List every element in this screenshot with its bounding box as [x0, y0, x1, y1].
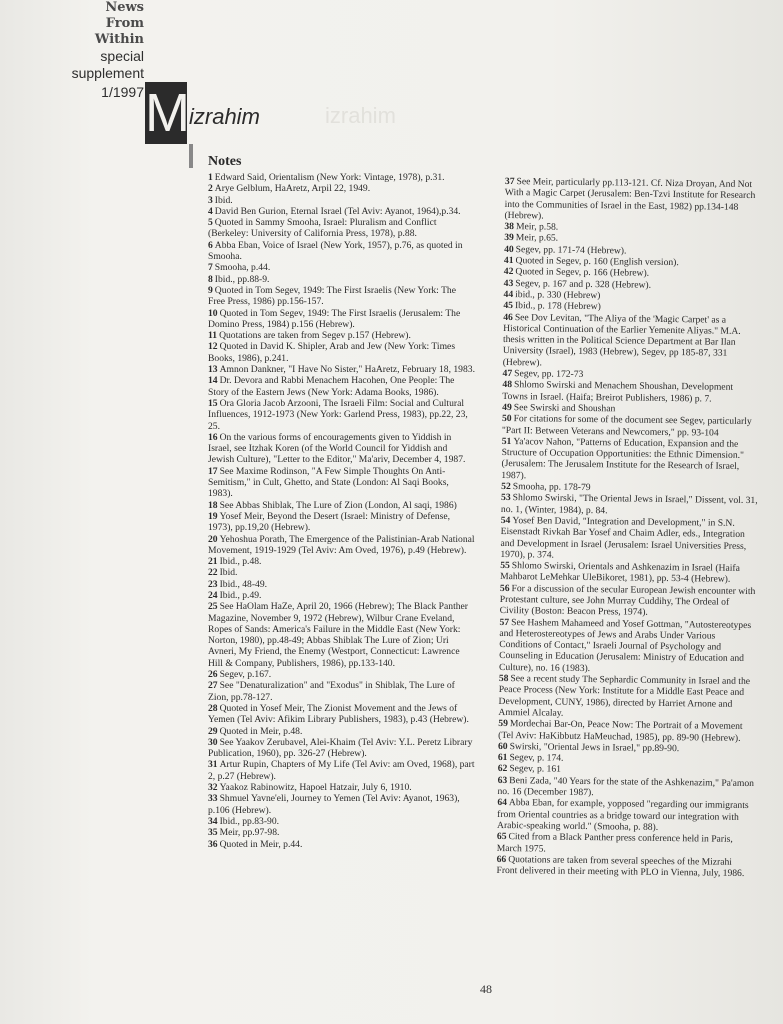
- footnote: [500, 515, 759, 563]
- footnote-text: Quoted in Yosef Meir, The Zionist Movement and the Jews of Yemen (Tel Aviv: Afikim Library Publishers, 1983), p.43 (Hebrew).: [208, 702, 469, 726]
- footnote-text: ibid., p. 330 (Hebrew): [515, 289, 601, 302]
- notes-column-left: [208, 172, 475, 850]
- footnote-number: 10: [208, 307, 218, 319]
- footnote-text: David Ben Gurion, Eternal Israel (Tel Aviv: Ayanot, 1964),p.34.: [214, 205, 461, 217]
- footnote-number: 63: [497, 774, 508, 786]
- footnote-number: 5: [208, 217, 213, 229]
- footnote-number: 58: [498, 673, 509, 685]
- footnote: [208, 793, 475, 816]
- footnote-text: For citations for some of the document see Segev, particularly "Part II: Between Veterans and Newcomers," pp. 93-104: [501, 413, 752, 439]
- masthead-supplement: supplement: [71, 65, 144, 81]
- footnote-text: Quoted in Segev, p. 166 (Hebrew).: [515, 266, 650, 280]
- footnote-text: See Yaakov Zerubavel, Alei-Khaim (Tel Aviv: Y.L. Peretz Library Publication, 1960), pp. 326-27 (Hebrew).: [208, 736, 473, 760]
- footnote: [502, 413, 760, 439]
- footnote: [208, 364, 475, 375]
- footnote: [208, 827, 475, 838]
- footnote: [208, 567, 475, 578]
- footnote: [496, 854, 754, 880]
- footnote: [498, 673, 757, 721]
- title-initial-block: M: [145, 83, 190, 143]
- footnote-number: 46: [503, 311, 513, 323]
- footnote: [208, 726, 475, 737]
- footnote-number: 28: [208, 702, 218, 714]
- footnote: [208, 590, 475, 601]
- footnote-text: Ibid.: [219, 567, 238, 579]
- footnote-number: 29: [208, 725, 218, 737]
- footnote-number: 32: [208, 782, 218, 794]
- footnote-text: See Meir, particularly pp.113-121. Cf. Niza Droyan, And Not With a Magic Carpet (Jerusalem: Ben-Tzvi Institute for Research into the Communities of Israel in the East, 1982) pp.134-148 (Hebrew).: [504, 176, 756, 222]
- footnote-number: 43: [503, 277, 514, 289]
- footnote-text: For a discussion of the secular European Jewish encounter with Protestant culture, see John Murray Cuddihy, The Ordeal of Civility (Boston: Beacon Press, 1974).: [499, 582, 756, 619]
- footnote-number: 3: [208, 194, 213, 206]
- footnote-number: 18: [208, 499, 218, 511]
- footnote-number: 62: [497, 763, 508, 775]
- masthead-special: special: [100, 48, 144, 64]
- footnote-number: 7: [208, 262, 213, 274]
- footnote-number: 31: [208, 759, 218, 771]
- footnote-text: Shlomo Swirski, "The Oriental Jews in Israel," Dissent, vol. 31, no. 1, (Winter, 1984), p. 84.: [500, 492, 758, 516]
- footnote-text: On the various forms of encouragements given to Yiddish in Israel, see Itzhak Koren (of the World Council for Yiddish and Jewish Culture), "Letter to the Editor," Ma'ariv, December 4, 1987.: [208, 431, 466, 466]
- footnote-text: Quoted in Tom Segev, 1949: The First Israelis (New York: The Free Press, 1986) pp.156-157.: [208, 284, 456, 308]
- footnote: [208, 274, 475, 285]
- footnote: [208, 308, 475, 331]
- footnote-number: 35: [208, 827, 218, 839]
- notes-heading: Notes: [208, 154, 242, 169]
- footnote-number: 59: [498, 718, 508, 730]
- footnote-text: Smooha, pp. 178-79: [512, 481, 591, 494]
- footnote-number: 2: [208, 183, 213, 195]
- footnote-number: 22: [208, 567, 218, 579]
- footnote-number: 20: [208, 533, 218, 545]
- footnote-text: Quotations are taken from Segev p.157 (Hebrew).: [219, 330, 411, 342]
- footnote-text: Artur Rupin, Chapters of My Life (Tel Aviv: am Oved, 1968), part 2, p.27 (Hebrew).: [208, 759, 475, 782]
- footnote-number: 61: [497, 752, 508, 764]
- footnote-number: 33: [208, 793, 218, 805]
- footnote-text: Swirski, "Oriental Jews in Israel," pp.89-90.: [509, 740, 680, 755]
- footnote: [208, 511, 475, 534]
- footnote-text: Ibid., p.49.: [219, 589, 262, 601]
- footnote-number: 37: [504, 176, 515, 188]
- footnote-number: 39: [504, 232, 514, 244]
- footnote: [208, 703, 475, 726]
- footnote: [504, 176, 763, 224]
- footnote: [208, 330, 475, 341]
- footnote-number: 14: [208, 375, 218, 387]
- footnote-text: Shlomo Swirski, Orientals and Ashkenazim in Israel (Haifa Mahbarot LeMehkar UleBikoret, 1981), pp. 53-4 (Hebrew).: [500, 560, 740, 586]
- footnote-text: Yehoshua Porath, The Emergence of the Palistinian-Arab National Movement, 1919-1929 (Tel Aviv: Am Oved, 1976), p.49 (Hebrew).: [208, 533, 475, 556]
- footnote: [208, 432, 475, 466]
- footnote-text: Quoted in Segev, p. 160 (English version).: [515, 255, 679, 269]
- footnote-number: 38: [504, 221, 515, 233]
- footnote-text: See "Denaturalization" and "Exodus" in Shiblak, The Lure of Zion, pp.78-127.: [208, 680, 455, 703]
- footnote-text: See Maxime Rodinson, "A Few Simple Thoughts On Anti-Semitism," in Cult, Ghetto, and State (London: Al Saqi Books, 1983).: [208, 465, 449, 500]
- footnote-text: Cited from a Black Panther press conference held in Paris, March 1975.: [496, 831, 733, 855]
- masthead-date: 1/1997: [101, 84, 144, 100]
- footnote: [208, 680, 475, 703]
- footnote-number: 49: [502, 401, 512, 414]
- footnote-text: Smooha, p.44.: [214, 262, 271, 274]
- footnote-text: Abba Eban, Voice of Israel (New York, 1957), p.76, as quoted in Smooha.: [208, 239, 463, 263]
- masthead-line-from: From: [105, 16, 144, 31]
- footnote-text: Quoted in David K. Shipler, Arab and Jew (New York: Times Books, 1986), p.241.: [208, 341, 456, 364]
- footnote-number: 26: [208, 669, 218, 681]
- footnote-number: 48: [502, 379, 513, 391]
- footnote: [208, 183, 475, 194]
- footnote-number: 30: [208, 736, 218, 748]
- footnote: [497, 775, 755, 801]
- footnote-number: 16: [208, 431, 218, 443]
- footnote-text: Arye Gelblum, HaAretz, Arpil 22, 1949.: [214, 183, 371, 195]
- footnote-text: Segev, p. 174.: [509, 752, 564, 764]
- footnote-text: Ibid.: [214, 194, 233, 206]
- footnote: [499, 617, 758, 677]
- footnote: [208, 240, 475, 263]
- footnote-number: 17: [208, 465, 218, 477]
- footnote-number: 60: [497, 740, 508, 752]
- footnote: [208, 285, 475, 308]
- footnote-text: Ibid., p.48.: [219, 556, 262, 568]
- footnote: [501, 492, 759, 518]
- footnote-number: 52: [501, 480, 511, 493]
- footnote: [208, 556, 475, 567]
- footnote-number: 25: [208, 601, 218, 613]
- footnote-text: Segev, p. 161: [509, 763, 562, 776]
- footnote-text: Ora Gloria Jacob Arzooni, The Israeli Film: Social and Cultural Influences, 1912-1973 (New York: Garlend Press, 1983), pp.22, 23, 25.: [208, 397, 468, 432]
- footnote: [500, 560, 758, 586]
- footnote: [208, 217, 475, 240]
- footnote-number: 45: [503, 300, 514, 312]
- footnote: [208, 206, 475, 217]
- footnote-text: Amnon Dankner, "I Have No Sister," HaAretz, February 18, 1983.: [219, 364, 475, 376]
- footnote: [208, 172, 475, 183]
- footnote: [208, 195, 475, 206]
- footnote: [208, 601, 475, 669]
- footnote-number: 21: [208, 556, 218, 568]
- footnote-text: Ibid., pp.88-9.: [214, 273, 270, 285]
- footnote: [497, 797, 755, 834]
- masthead-line-within: Within: [94, 32, 144, 47]
- footnote-number: 24: [208, 589, 218, 601]
- footnote: [208, 534, 475, 557]
- footnote-text: Abba Eban, for example, yopposed "regarding our immigrants from Oriental countries as a bridge toward our integration with Arabic-speaking world." (Smooha, p. 88).: [496, 797, 749, 833]
- footnote: [208, 375, 475, 398]
- footnote: [208, 816, 475, 827]
- footnote-number: 19: [208, 510, 218, 522]
- footnote-text: Ya'acov Nahon, "Patterns of Education, Expansion and the Structure of Occupation Opportunities: the Ethnic Dimension." (Jerusalem: The Jerusalem Institute for the Research of Israel, 1987).: [501, 435, 745, 481]
- footnote-text: Segev, pp. 172-73: [514, 368, 584, 381]
- footnote-number: 51: [501, 435, 512, 447]
- footnote-number: 40: [504, 243, 514, 255]
- footnote-number: 42: [503, 266, 514, 278]
- footnote-number: 8: [208, 273, 213, 285]
- footnote-number: 41: [503, 255, 514, 267]
- footnote-text: Ibid., p. 178 (Hebrew): [514, 300, 601, 313]
- footnote-text: Quotations are taken from several speeches of the Mizrahi Front delivered in their meeting with PLO in Vienna, July, 1986.: [496, 853, 745, 880]
- footnote-number: 9: [208, 284, 213, 296]
- footnote-text: Mordechai Bar-On, Peace Now: The Portrait of a Movement (Tel Aviv: HaKibbutz HaMeuchad, 1985), pp. 89-90 (Hebrew).: [498, 718, 743, 744]
- footnote-text: Shmuel Yavne'eli, Journey to Yemen (Tel Aviv: Ayanot, 1963), p.106 (Hebrew).: [208, 793, 460, 816]
- footnote-number: 64: [497, 797, 508, 809]
- footnote-number: 55: [500, 560, 510, 572]
- footnote-text: See Hashem Mahameed and Yosef Gottman, "Autostereotypes and Heterostereotypes of Jews and Arabs Under Various Conditions of Contact," Israeli Journal of Psychology and Counseling in Education (Jerusalem: Ministry of Education and Culture), no. 16 (1983).: [498, 616, 752, 674]
- footnote-text: Ibid., pp.83-90.: [219, 815, 280, 827]
- footnote: [498, 718, 756, 744]
- page-number: 48: [480, 982, 492, 996]
- footnote-number: 65: [496, 831, 507, 843]
- footnote-number: 13: [208, 364, 218, 376]
- footnote-text: Ibid., 48-49.: [219, 578, 268, 590]
- footnote-text: Meir, p.58.: [515, 221, 559, 233]
- footnote-text: Yosef Ben David, "Integration and Development," in S.N. Eisenstadt Rivkah Bar Yosef and Chaim Adler, eds., Integration and Development in Israel (Jerusalem: Israel Universities Press, 1970), p. 374.: [500, 515, 747, 561]
- footnote-number: 34: [208, 815, 218, 827]
- footnote-number: 27: [208, 680, 218, 692]
- footnote: [208, 839, 475, 850]
- footnote-text: Segev, p.167.: [219, 669, 272, 681]
- footnote: [208, 737, 475, 760]
- footnote-number: 23: [208, 578, 218, 590]
- footnote-text: Segev, pp. 171-74 (Hebrew).: [515, 243, 627, 257]
- footnote-text: Quoted in Meir, p.48.: [219, 725, 303, 737]
- footnote: [208, 669, 475, 680]
- title-rule: [189, 144, 193, 168]
- footnote: [208, 759, 475, 782]
- footnote: [208, 262, 475, 273]
- footnote-number: 44: [503, 288, 514, 301]
- footnote-number: 50: [501, 413, 512, 425]
- footnote-number: 66: [496, 853, 507, 865]
- footnote-text: Yosef Meir, Beyond the Desert (Israel: Ministry of Defense, 1973), pp.19,20 (Hebrew).: [208, 510, 451, 534]
- footnote-text: Meir, pp.97-98.: [219, 827, 280, 839]
- footnote-number: 47: [502, 368, 513, 380]
- footnote-text: See Swirski and Shoushan: [513, 402, 616, 415]
- footnote: [208, 466, 475, 500]
- footnote: [208, 341, 475, 364]
- footnote-number: 4: [208, 205, 213, 217]
- footnote: [208, 782, 475, 793]
- footnote: [208, 500, 475, 511]
- footnote-text: Quoted in Tom Segev, 1949: The First Israelis (Jerusalem: The Domino Press, 1984) p.156 (Hebrew).: [208, 307, 461, 330]
- footnote-text: Dr. Devora and Rabbi Menachem Hacohen, One People: The Story of the Eastern Jews (New York: Adama Books, 1986).: [208, 375, 455, 398]
- footnote-text: See Dov Levitan, "The Aliya of the 'Magic Carpet' as a Historical Continuation of the Earlier Yemenite Aliyas." M.A. thesis written in the Political Science Department at Bar Ilan University (Israel), 1983 (Hebrew), Segev, pp 185-87, 331 (Hebrew).: [502, 311, 741, 369]
- footnote: [501, 436, 760, 484]
- footnote-text: See HaOlam HaZe, April 20, 1966 (Hebrew); The Black Panther Magazine, November 9, 1972 (Hebrew), Wilbur Crane Eveland, Ropes of Sands: America's Failure in the Middle East (New York: Norton, 1980), pp.48-49; Abbas Shiblak The Lure of Zion; Uri Avneri, My Friend, the Enemy (Westport, Connecticut: Lawrence Hill & Company, Publishers, 1986), pp.133-140.: [208, 601, 468, 669]
- footnote-text: See Abbas Shiblak, The Lure of Zion (London, Al saqi, 1986): [219, 499, 457, 511]
- footnote: [502, 379, 760, 405]
- notes-column-right: [496, 176, 763, 880]
- footnote-number: 12: [208, 341, 218, 353]
- footnote-text: Segev, p. 167 and p. 328 (Hebrew).: [515, 277, 652, 291]
- footnote-number: 15: [208, 397, 218, 409]
- footnote-text: Quoted in Meir, p.44.: [219, 838, 303, 850]
- footnote-number: 6: [208, 239, 213, 251]
- footnote-number: 54: [500, 514, 511, 526]
- footnote: [208, 579, 475, 590]
- show-through-ghost-text: izrahim: [325, 103, 396, 128]
- footnote: [500, 583, 758, 620]
- footnote-number: 53: [501, 492, 511, 504]
- masthead: [60, 0, 144, 101]
- footnote-number: 36: [208, 838, 218, 850]
- footnote-text: Shlomo Swirski and Menachem Shoushan, Development Towns in Israel. (Haifa; Breirot Publishers, 1986) p. 7.: [502, 379, 734, 405]
- footnote: [503, 312, 762, 372]
- footnote-text: Meir, p.65.: [515, 232, 559, 245]
- footnote-text: Quoted in Sammy Smooha, Israel: Pluralism and Conflict (Berkeley: University of California Press, 1978), p.88.: [208, 217, 437, 240]
- page-title: izrahim: [189, 104, 260, 129]
- masthead-line-news: News: [105, 0, 144, 15]
- footnote-text: See a recent study The Sephardic Community in Israel and the Peace Process (New York: Institute for a Middle East Peace and Development, CUNY, 1986), directed by Harriet Arnone and Ammiel Alcalay.: [498, 673, 751, 719]
- footnote-number: 56: [499, 582, 510, 594]
- footnote: [497, 831, 755, 857]
- footnote-number: 57: [499, 616, 510, 628]
- footnote-number: 1: [208, 172, 213, 183]
- footnote-text: Beni Zada, "40 Years for the state of the Ashkenazim," Pa'amon no. 16 (December 1987).: [497, 774, 755, 799]
- footnote-text: Edward Said, Orientalism (New York: Vintage, 1978), p.31.: [214, 172, 445, 183]
- footnote: [208, 398, 475, 432]
- footnote-number: 11: [208, 330, 218, 342]
- footnote-text: Yaakoz Rabinowitz, Hapoel Hatzair, July 6, 1910.: [219, 782, 412, 794]
